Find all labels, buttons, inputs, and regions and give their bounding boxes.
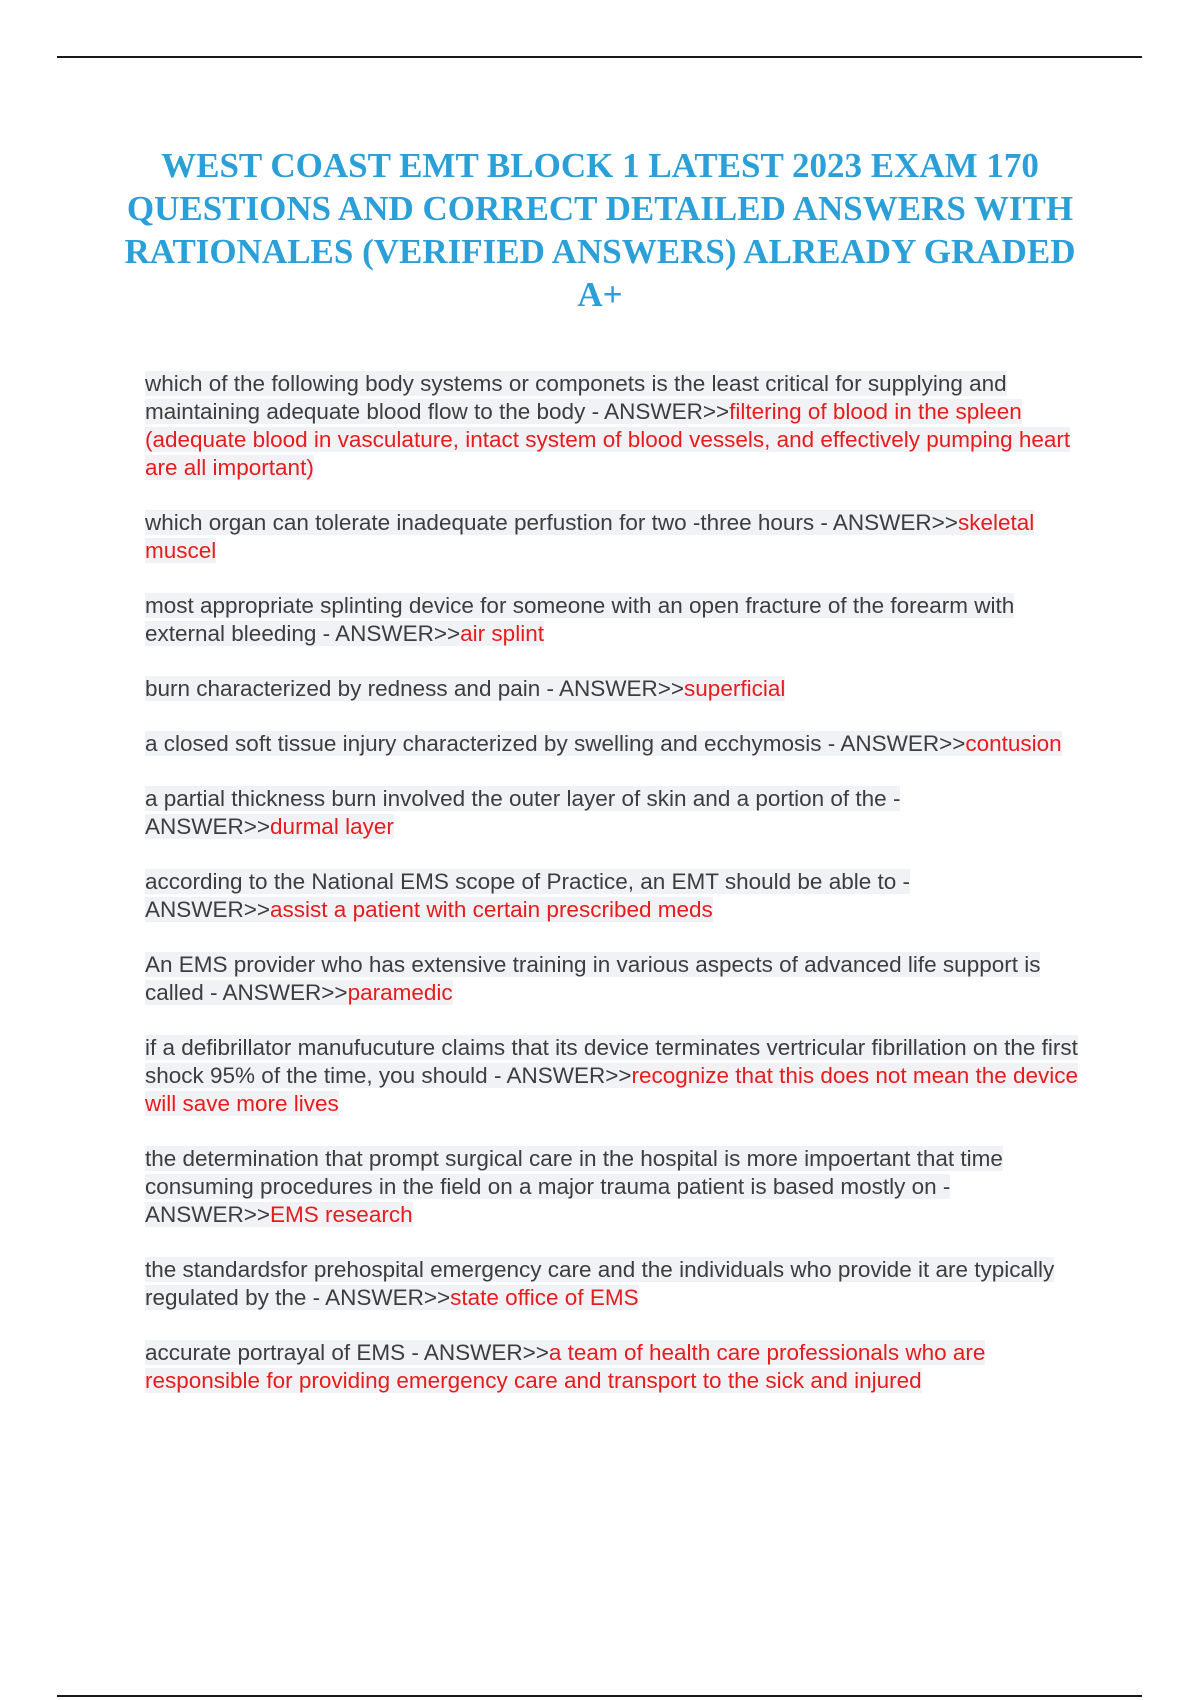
qa-item xyxy=(145,370,1095,482)
question-text: a partial thickness burn involved the outer layer of skin and a portion of the - ANSWER>> xyxy=(145,786,901,839)
question-text: the standardsfor prehospital emergency care and the individuals who provide it are typically regulated by the - ANSWER>> xyxy=(145,1257,1055,1310)
question-text: the determination that prompt surgical care in the hospital is more impoertant that time consuming procedures in the field on a major trauma patient is based mostly on - ANSWER>> xyxy=(145,1146,1003,1227)
qa-item xyxy=(145,868,1095,924)
qa-item xyxy=(145,1034,1095,1118)
answer-text: superficial xyxy=(684,676,786,701)
answer-text: durmal layer xyxy=(270,814,394,839)
top-rule xyxy=(57,56,1142,58)
answer-text: air splint xyxy=(460,621,544,646)
question-text: accurate portrayal of EMS - ANSWER>> xyxy=(145,1340,549,1365)
qa-item xyxy=(145,1256,1095,1312)
answer-text: assist a patient with certain prescribed meds xyxy=(270,897,713,922)
question-text: most appropriate splinting device for someone with an open fracture of the forearm with external bleeding - ANSWER>> xyxy=(145,593,1015,646)
qa-item xyxy=(145,785,1095,841)
answer-text: paramedic xyxy=(347,980,453,1005)
qa-item xyxy=(145,509,1095,565)
question-text: a closed soft tissue injury characterized by swelling and ecchymosis - ANSWER>> xyxy=(145,731,966,756)
qa-item xyxy=(145,730,1095,758)
qa-item xyxy=(145,592,1095,648)
question-text: according to the National EMS scope of Practice, an EMT should be able to - ANSWER>> xyxy=(145,869,910,922)
qa-item xyxy=(145,951,1095,1007)
bottom-rule xyxy=(57,1695,1142,1697)
answer-text: skeletal muscel xyxy=(145,510,1035,563)
qa-item xyxy=(145,675,1095,703)
document-title: WEST COAST EMT BLOCK 1 LATEST 2023 EXAM 170 QUESTIONS AND CORRECT DETAILED ANSWERS WITH RATIONALES (VERIFIED ANSWERS) ALREADY GRADED A+ xyxy=(124,146,1076,314)
qa-list xyxy=(145,370,1095,1422)
answer-text: filtering of blood in the spleen (adequate blood in vasculature, intact system of blood vessels, and effectively pumping heart are all important) xyxy=(145,399,1071,480)
question-text: if a defibrillator manufucuture claims that its device terminates vertricular fibrillation on the first shock 95% of the time, you should - ANSWER>> xyxy=(145,1035,1078,1088)
question-text: An EMS provider who has extensive training in various aspects of advanced life support is called - ANSWER>> xyxy=(145,952,1041,1005)
answer-text: recognize that this does not mean the device will save more lives xyxy=(145,1063,1079,1116)
answer-text: state office of EMS xyxy=(450,1285,639,1310)
qa-item xyxy=(145,1339,1095,1395)
answer-text: a team of health care professionals who are responsible for providing emergency care and transport to the sick and injured xyxy=(145,1340,986,1393)
answer-text: contusion xyxy=(965,731,1062,756)
qa-item xyxy=(145,1145,1095,1229)
question-text: which of the following body systems or componets is the least critical for supplying and maintaining adequate blood flow to the body - ANSWER>> xyxy=(145,371,1007,424)
question-text: which organ can tolerate inadequate perfustion for two -three hours - ANSWER>> xyxy=(145,510,958,535)
question-text: burn characterized by redness and pain - ANSWER>> xyxy=(145,676,685,701)
answer-text: EMS research xyxy=(270,1202,413,1227)
